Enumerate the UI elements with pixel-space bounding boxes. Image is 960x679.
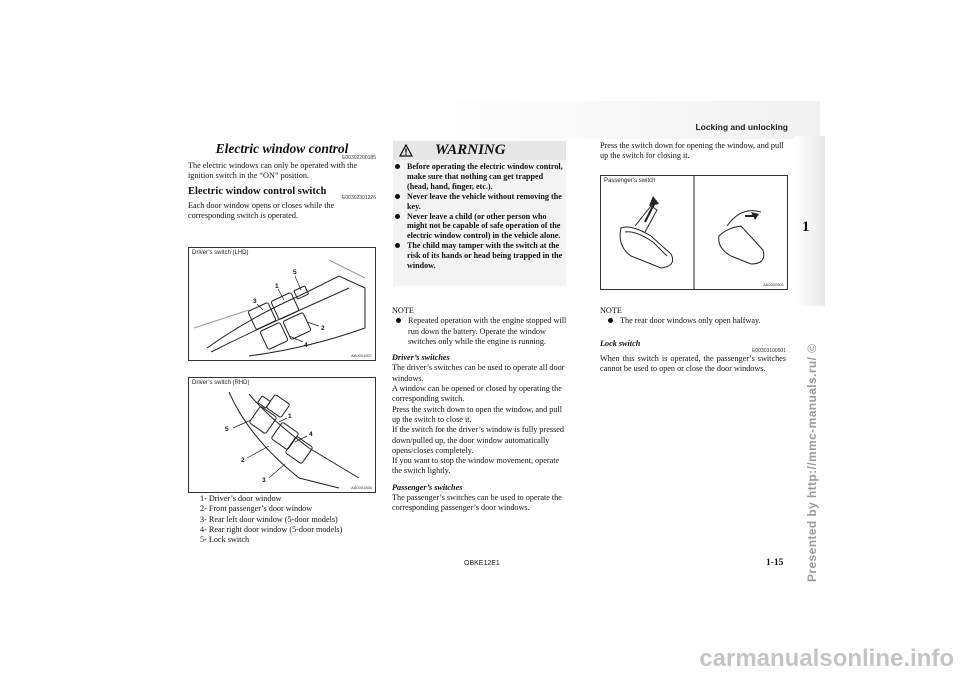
figure-label: Driver’s switch (RHD) <box>192 380 250 386</box>
warning-item: Never leave the vehicle without removing the key. <box>395 192 563 212</box>
figure-passengers-switch <box>600 175 788 290</box>
figure-legend <box>200 494 378 545</box>
callout-3: 3 <box>253 298 257 305</box>
warning-triangle-icon <box>399 144 413 157</box>
drivers-switches-heading: Driver’s switches <box>392 353 450 363</box>
warning-item: Never leave a child (or other person who might not be capable of safe operation of the electric window control) in the vehicle alone. <box>395 212 563 242</box>
callout-1: 1 <box>288 413 292 420</box>
page-number: 1-15 <box>766 558 784 568</box>
legend-item: 1- Driver’s door window <box>200 494 282 503</box>
figure-code: AA0001827 <box>351 353 372 358</box>
legend-item: 4- Rear right door window (5-door models) <box>200 524 343 534</box>
legend-item: 3- Rear left door window (5-door models) <box>200 514 338 524</box>
legend-item: 5- Lock switch <box>200 535 250 545</box>
section-heading: Electric window control <box>215 141 349 156</box>
warning-item: Before operating the electric window control, make sure that nothing can get trapped (head, hand, finger, etc.). <box>395 162 563 192</box>
drivers-text: If the switch for the driver’s window is fully pressed down/pulled up, the door window automatically opens/closes completely. <box>392 425 564 455</box>
lock-switch-heading: Lock switch <box>600 338 641 348</box>
callout-2: 2 <box>241 457 245 464</box>
doc-code: OBKE12E1 <box>464 560 500 567</box>
chapter-tab <box>795 136 825 306</box>
drivers-text: Press the switch down to open the window, and pull up the switch to close it. <box>392 404 563 424</box>
callout-4: 4 <box>309 431 313 438</box>
header-band <box>415 101 820 139</box>
callout-3: 3 <box>262 477 266 484</box>
side-watermark: Presented by http://mmc-manuals.ru/ © <box>805 343 819 582</box>
right-intro: Press the switch down for opening the window, and pull up the switch for closing it. <box>600 141 784 161</box>
warning-list <box>395 162 563 271</box>
subheading-code: E00302301226 <box>342 194 376 201</box>
warning-item: The child may tamper with the switch at the risk of its hands or head being trapped in the window. <box>395 241 563 271</box>
warning-box <box>393 141 566 286</box>
figure-code: AA0000501 <box>763 282 784 287</box>
switch-panel-illustration <box>189 248 375 360</box>
callout-1: 1 <box>275 283 279 290</box>
callout-5: 5 <box>293 269 297 276</box>
subheading-text: Each door window opens or closes while the corresponding switch is operated. <box>188 200 335 220</box>
switch-panel-illustration <box>189 378 375 492</box>
passenger-switch-illustration <box>601 176 787 289</box>
figure-code: AA0001830 <box>351 485 372 490</box>
figure-label: Passenger’s switch <box>604 178 656 184</box>
figure-drivers-switch-rhd <box>188 377 376 493</box>
note-item: Repeated operation with the engine stopped will run down the battery. Operate the window switches only while the engine is running. <box>396 316 568 347</box>
subheading: Electric window control switch <box>188 185 327 197</box>
chapter-number: 1 <box>802 219 810 235</box>
drivers-text: A window can be opened or closed by operating the corresponding switch. <box>392 384 562 404</box>
lock-switch-code: E00303100501 <box>752 347 786 354</box>
bottom-watermark: carmanualsonline.info <box>699 645 954 672</box>
right-column <box>600 306 786 374</box>
warning-title: WARNING <box>435 142 506 158</box>
drivers-text: The driver’s switches can be used to operate all door windows. <box>392 363 565 383</box>
intro-text: The electric windows can only be operated with the ignition switch in the “ON” position. <box>188 161 358 181</box>
legend-item: 2- Front passenger’s door window <box>200 504 313 514</box>
lock-switch-text: When this switch is operated, the passenger’s switches cannot be used to open or close the door windows. <box>600 353 786 374</box>
drivers-text: If you want to stop the window movement, operate the switch lightly. <box>392 456 560 476</box>
section-title: Locking and unlocking <box>695 122 788 132</box>
passengers-text: The passenger’s switches can be used to operate the corresponding passenger’s door windows. <box>392 493 562 513</box>
callout-4: 4 <box>304 342 308 349</box>
figure-label: Driver’s switch (LHD) <box>192 250 249 256</box>
passengers-switches-heading: Passenger’s switches <box>392 482 463 492</box>
middle-column <box>392 306 568 514</box>
note-item: The rear door windows only open halfway. <box>608 316 786 326</box>
section-heading-code: E00302200185 <box>342 155 376 161</box>
figure-drivers-switch-lhd <box>188 247 376 361</box>
note-label: NOTE <box>600 306 622 315</box>
left-column <box>188 141 376 221</box>
callout-2: 2 <box>321 325 325 332</box>
callout-5: 5 <box>225 426 229 433</box>
note-label: NOTE <box>392 306 414 315</box>
